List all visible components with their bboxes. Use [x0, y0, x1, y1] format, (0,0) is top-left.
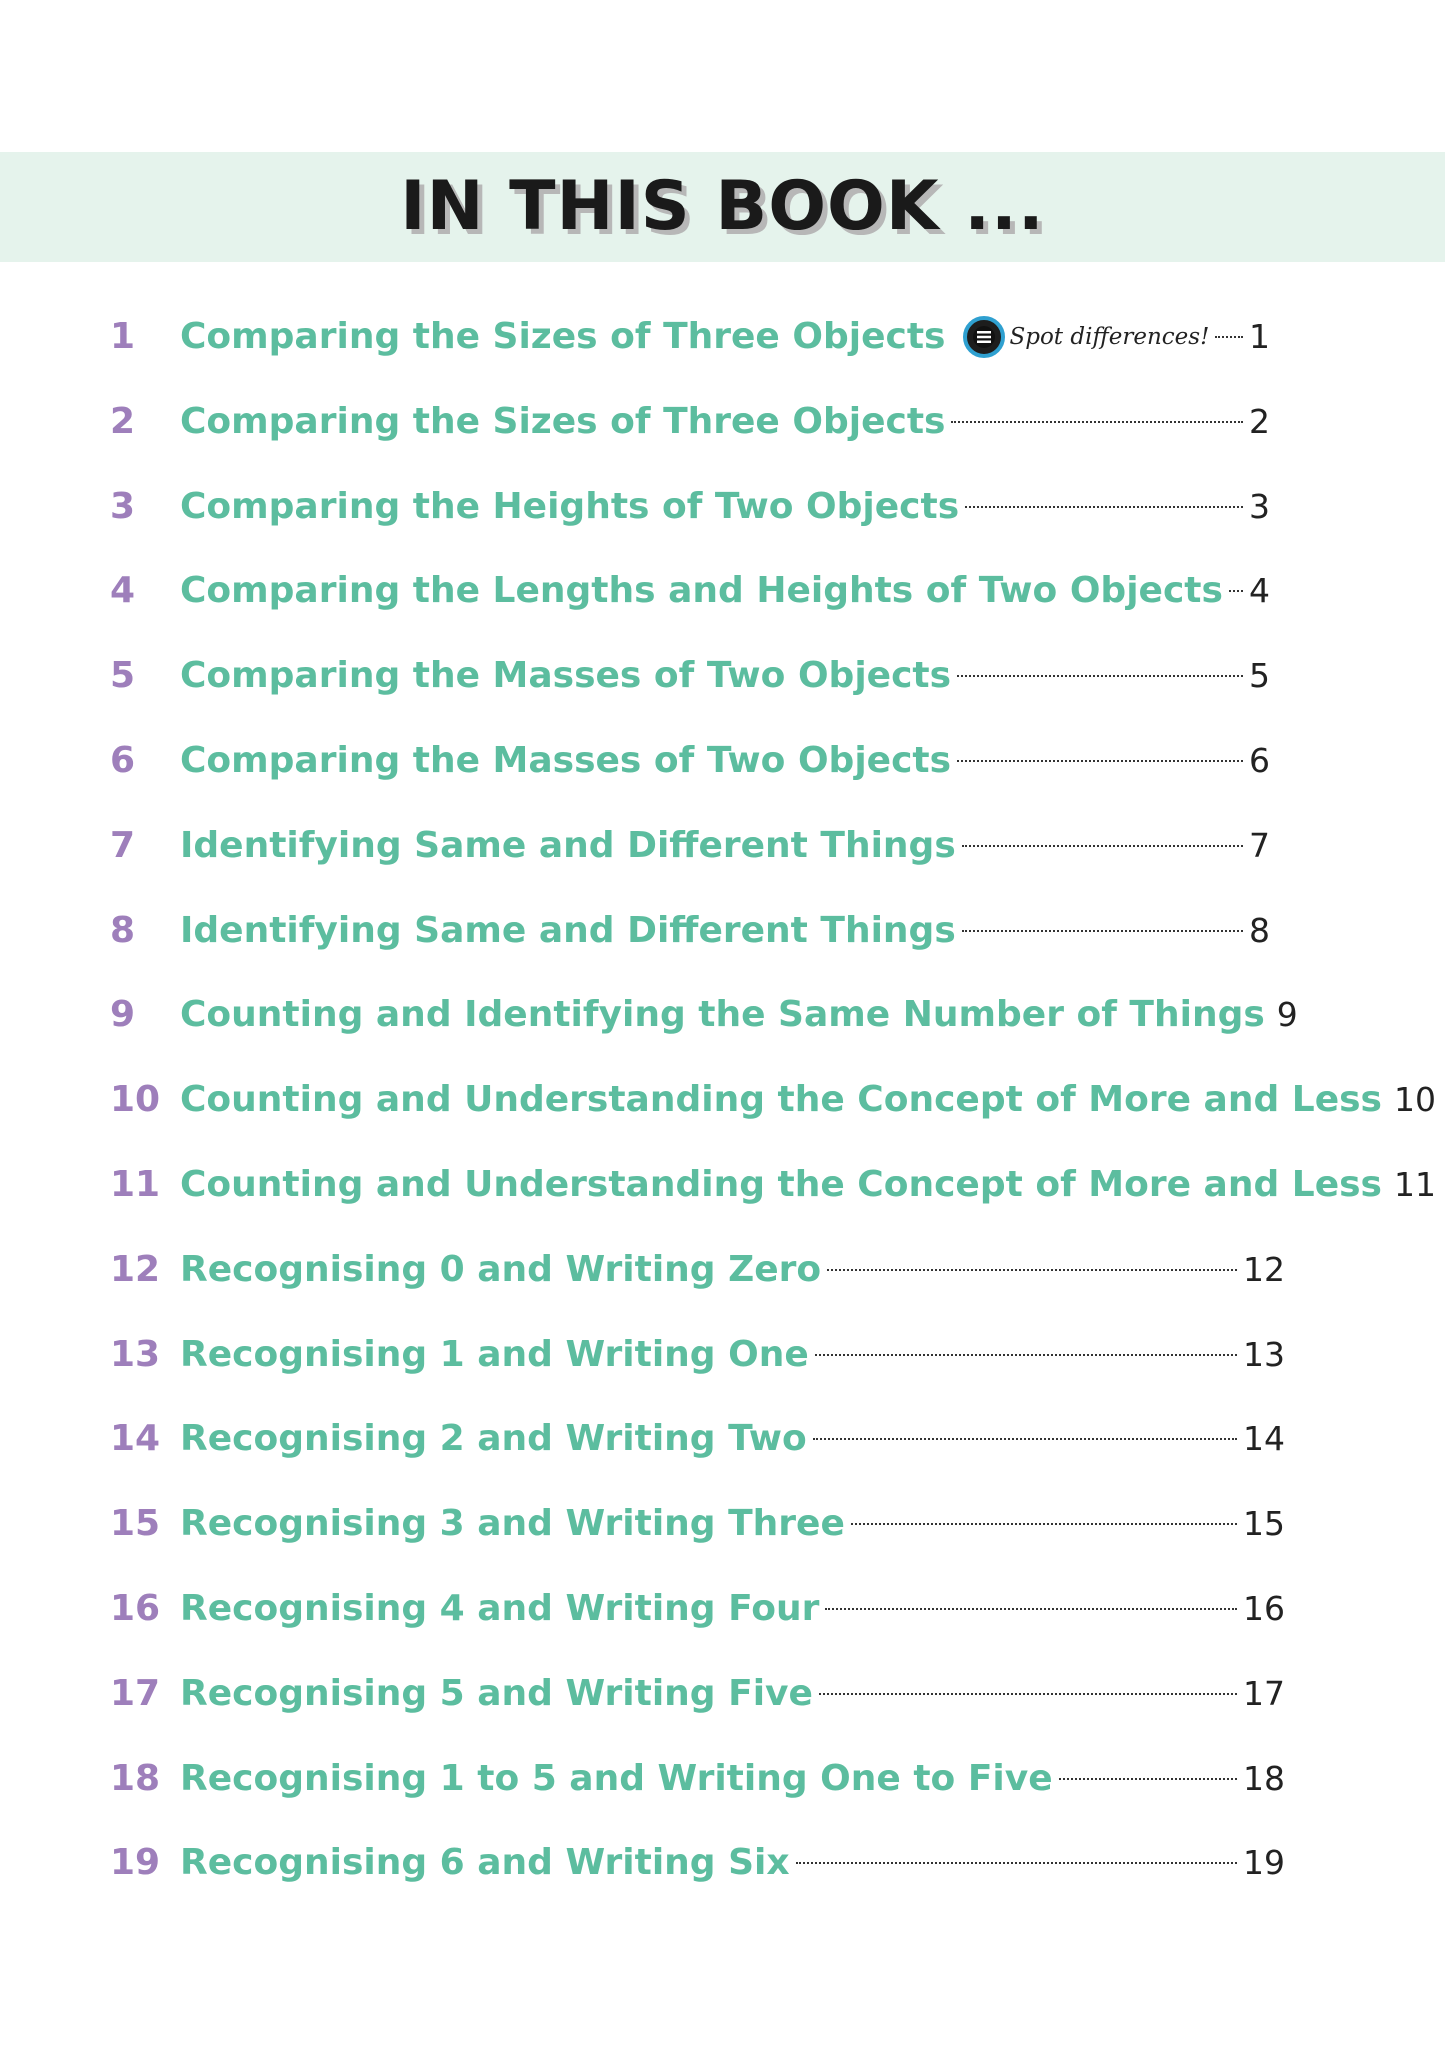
chapter-title[interactable]: Identifying Same and Different Things	[180, 909, 956, 951]
dot-leader	[815, 1353, 1237, 1356]
chapter-title[interactable]: Recognising 1 and Writing One	[180, 1333, 809, 1375]
chapter-title[interactable]: Comparing the Masses of Two Objects	[180, 655, 952, 697]
dot-leader	[1059, 1777, 1237, 1780]
spot-differences-tag	[963, 316, 1209, 358]
chapter-number: 5	[110, 655, 136, 697]
page-number: 10	[1393, 1080, 1436, 1120]
toc-row-11[interactable]	[0, 1155, 1445, 1215]
chapter-number: 6	[110, 740, 136, 781]
toc-row-3[interactable]	[0, 477, 1445, 537]
dot-leader	[951, 420, 1243, 423]
chapter-number: 13	[110, 1333, 161, 1375]
toc-row-7[interactable]	[0, 816, 1445, 876]
chapter-number: 2	[110, 400, 136, 442]
dot-leader	[1215, 335, 1243, 338]
chapter-number: 1	[110, 316, 136, 357]
dot-leader	[962, 929, 1243, 932]
toc-row-5[interactable]	[0, 646, 1445, 706]
dot-leader	[825, 1607, 1237, 1610]
toc-row-15[interactable]	[0, 1494, 1445, 1554]
chapter-title[interactable]: Recognising 5 and Writing Five	[180, 1672, 813, 1714]
toc-row-18[interactable]	[0, 1749, 1445, 1809]
toc-row-2[interactable]	[0, 392, 1445, 452]
page-number: 11	[1393, 1165, 1436, 1204]
chapter-title[interactable]: Comparing the Heights of Two Objects	[180, 485, 960, 527]
chapter-title[interactable]: Counting and Identifying the Same Number of Things	[180, 994, 1265, 1036]
film-reel-icon	[963, 316, 1005, 358]
chapter-number: 16	[110, 1588, 161, 1629]
page-number: 7	[1249, 825, 1270, 865]
dot-leader	[965, 505, 1243, 508]
chapter-title[interactable]: Comparing the Lengths and Heights of Two Objects	[180, 570, 1223, 612]
chapter-title[interactable]: Counting and Understanding the Concept of More and Less	[180, 1079, 1382, 1121]
chapter-number: 11	[110, 1164, 161, 1205]
dot-leader	[813, 1437, 1237, 1440]
chapter-title[interactable]: Counting and Understanding the Concept of More and Less	[180, 1164, 1382, 1205]
page-number: 13	[1243, 1334, 1285, 1374]
tag-label: Spot differences!	[1009, 324, 1210, 350]
chapter-number: 17	[110, 1672, 161, 1714]
chapter-number: 7	[110, 824, 136, 866]
page-number: 15	[1243, 1504, 1285, 1544]
toc-row-19[interactable]	[0, 1833, 1445, 1893]
toc-row-17[interactable]	[0, 1664, 1445, 1724]
toc-row-13[interactable]	[0, 1325, 1445, 1385]
chapter-title[interactable]: Recognising 2 and Writing Two	[180, 1418, 807, 1460]
chapter-number: 12	[110, 1248, 161, 1290]
dot-leader	[851, 1522, 1237, 1525]
chapter-title[interactable]: Identifying Same and Different Things	[180, 824, 956, 866]
chapter-title[interactable]: Recognising 0 and Writing Zero	[180, 1248, 822, 1290]
page-number: 14	[1243, 1419, 1285, 1459]
dot-leader	[962, 844, 1243, 847]
dot-leader	[796, 1861, 1237, 1864]
page-number: 1	[1249, 317, 1270, 356]
page-number: 3	[1249, 486, 1270, 526]
chapter-number: 18	[110, 1757, 161, 1799]
dot-leader	[819, 1692, 1237, 1695]
chapter-title[interactable]: Recognising 3 and Writing Three	[180, 1503, 845, 1545]
toc-row-9[interactable]	[0, 985, 1445, 1045]
chapter-number: 14	[110, 1418, 161, 1460]
toc-row-12[interactable]	[0, 1240, 1445, 1300]
chapter-number: 19	[110, 1842, 161, 1884]
page-number: 9	[1276, 995, 1298, 1035]
chapter-number: 4	[110, 570, 136, 612]
page-number: 17	[1243, 1673, 1285, 1713]
page-number: 8	[1249, 910, 1270, 950]
chapter-title[interactable]: Comparing the Sizes of Three Objects	[180, 400, 946, 442]
chapter-title[interactable]: Comparing the Sizes of Three Objects	[180, 316, 946, 357]
chapter-title[interactable]: Recognising 1 to 5 and Writing One to Five	[180, 1757, 1053, 1799]
page-number: 18	[1243, 1758, 1285, 1798]
toc-row-14[interactable]	[0, 1409, 1445, 1469]
toc-row-1[interactable]	[0, 307, 1445, 367]
chapter-number: 9	[110, 994, 136, 1036]
page-title: IN THIS BOOK ...	[400, 167, 1045, 246]
page-number: 16	[1243, 1589, 1285, 1628]
toc-row-8[interactable]	[0, 901, 1445, 961]
dot-leader	[957, 674, 1243, 677]
page-number: 19	[1243, 1843, 1285, 1883]
chapter-number: 8	[110, 909, 136, 951]
page-number: 4	[1249, 571, 1270, 611]
chapter-number: 15	[110, 1503, 161, 1545]
page-number: 5	[1249, 656, 1270, 696]
chapter-number: 3	[110, 485, 136, 527]
dot-leader	[957, 759, 1243, 762]
toc-row-16[interactable]	[0, 1579, 1445, 1639]
dot-leader	[1229, 589, 1243, 592]
toc-row-4[interactable]	[0, 561, 1445, 621]
toc-row-10[interactable]	[0, 1070, 1445, 1130]
chapter-title[interactable]: Recognising 4 and Writing Four	[180, 1588, 820, 1629]
chapter-number: 10	[110, 1079, 161, 1121]
page-number: 2	[1249, 401, 1270, 441]
toc-row-6[interactable]	[0, 731, 1445, 791]
page-number: 12	[1243, 1249, 1285, 1289]
dot-leader	[827, 1268, 1237, 1271]
chapter-title[interactable]: Comparing the Masses of Two Objects	[180, 740, 952, 781]
chapter-title[interactable]: Recognising 6 and Writing Six	[180, 1842, 790, 1884]
page-number: 6	[1249, 741, 1270, 780]
